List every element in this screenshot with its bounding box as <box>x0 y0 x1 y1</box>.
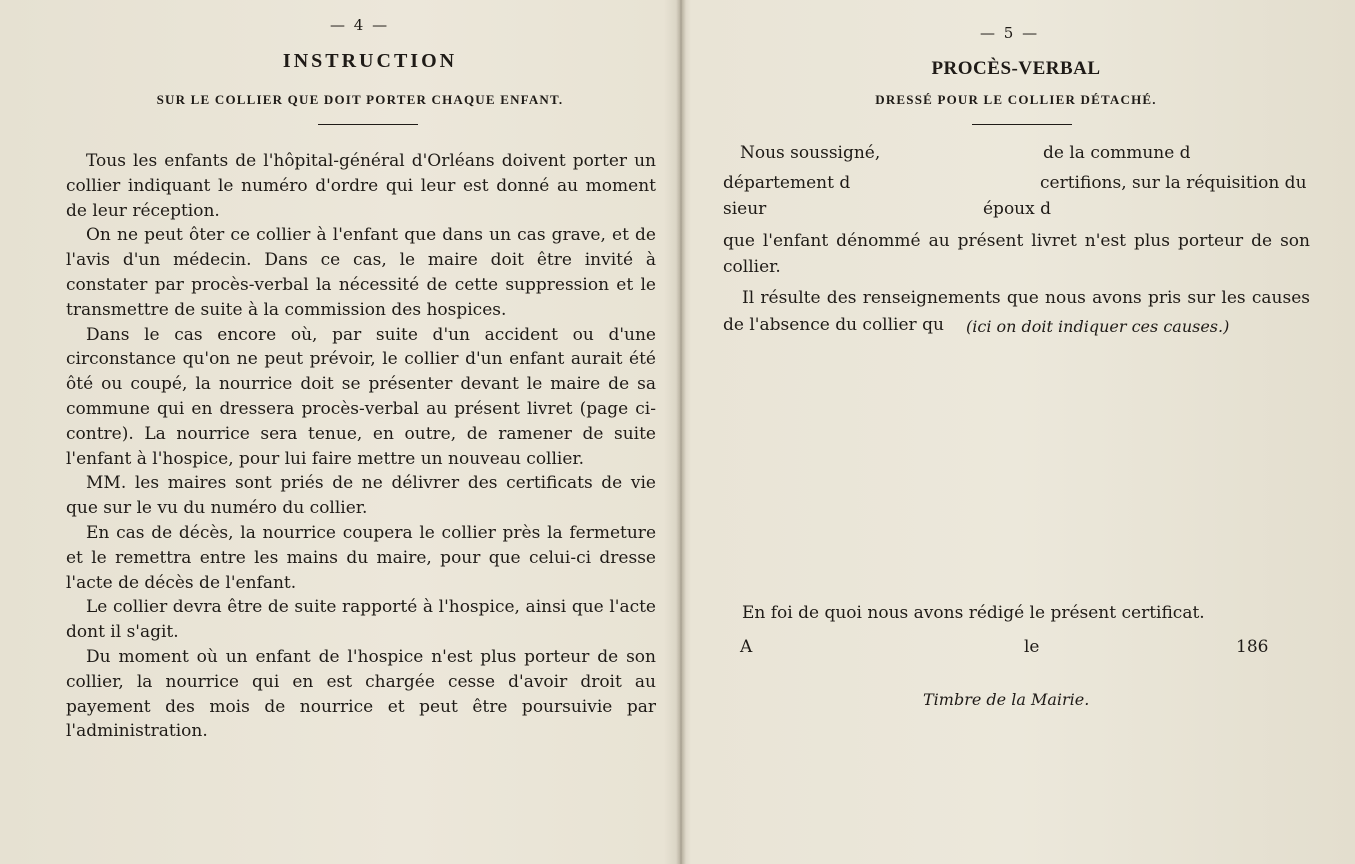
instruction-paragraph: MM. les maires sont priés de ne délivrer des certificats de vie que sur le vu du numéro du collier. <box>66 473 656 519</box>
form-causes-note: (ici on doit indiquer ces causes.) <box>966 317 1230 336</box>
mairie-stamp-label: Timbre de la Mairie. <box>923 690 1090 709</box>
form-date-le: le <box>1024 637 1040 657</box>
left-instruction-text <box>66 149 656 744</box>
instruction-paragraph: En cas de décès, la nourrice coupera le collier près la fermeture et le remettra entre les mains du maire, pour que celui-ci dresse l'acte de décès de l'enfant. <box>66 522 656 593</box>
left-page-subtitle: SUR LE COLLIER QUE DOIT PORTER CHAQUE ENFANT. <box>156 92 564 107</box>
instruction-paragraph: Du moment où un enfant de l'hospice n'est plus porteur de son collier, la nourrice qui en est chargée cesse d'avoir droit au payement des mois de nourrice et peut être poursuivie par l'administration. <box>66 646 656 742</box>
form-enfant-line: que l'enfant dénommé au présent livret n'est plus porteur de son <box>723 231 1310 251</box>
instruction-paragraph: Tous les enfants de l'hôpital-général d'Orléans doivent porter un collier indiquant le numéro d'ordre qui leur est donné au moment de leur réception. <box>66 151 656 221</box>
right-title-rule <box>972 124 1072 125</box>
right-page <box>686 0 1355 864</box>
left-title-rule <box>318 124 418 125</box>
instruction-paragraph: On ne peut ôter ce collier à l'enfant que dans un cas grave, et de l'avis d'un médecin. Dans ce cas, le maire doit être invité à constater par procès-verbal la nécessité de cette suppression et le transmettre de suite à la commission des hospices. <box>66 225 656 320</box>
form-absence: de l'absence du collier qu <box>723 315 944 335</box>
right-page-title: PROCÈS-VERBAL <box>931 58 1101 79</box>
form-departement: département d <box>723 173 851 193</box>
form-commune: de la commune d <box>1043 143 1191 163</box>
left-page-number: — 4 — <box>330 16 390 34</box>
left-page-title: INSTRUCTION <box>282 50 458 72</box>
form-soussigne: Nous soussigné, <box>740 143 881 163</box>
form-collier: collier. <box>723 257 781 277</box>
instruction-paragraph: Dans le cas encore où, par suite d'un accident ou d'une circonstance qu'on ne peut prévoir, le collier d'un enfant aurait été ôté ou coupé, la nourrice doit se présenter devant le maire de sa commune qui en dressera procès-verbal au présent livret (page ci-contre). La nourrice sera tenue, en outre, de ramener de suite l'enfant à l'hospice, pour lui faire mettre un nouveau collier. <box>66 324 656 469</box>
form-renseignements: Il résulte des renseignements que nous avons pris sur les causes <box>742 288 1310 308</box>
form-certifions: certifions, sur la réquisition du <box>1040 173 1307 193</box>
form-en-foi: En foi de quoi nous avons rédigé le présent certificat. <box>742 603 1205 623</box>
form-year: 186 <box>1236 637 1269 657</box>
form-sieur: sieur <box>723 199 767 219</box>
book-gutter <box>676 0 686 864</box>
form-epoux: époux d <box>983 199 1051 219</box>
form-place-a: A <box>740 637 753 657</box>
instruction-paragraph: Le collier devra être de suite rapporté à l'hospice, ainsi que l'acte dont il s'agit. <box>66 597 656 643</box>
right-page-subtitle: DRESSÉ POUR LE COLLIER DÉTACHÉ. <box>875 92 1157 107</box>
right-page-number: — 5 — <box>980 24 1040 42</box>
left-page <box>0 0 676 864</box>
